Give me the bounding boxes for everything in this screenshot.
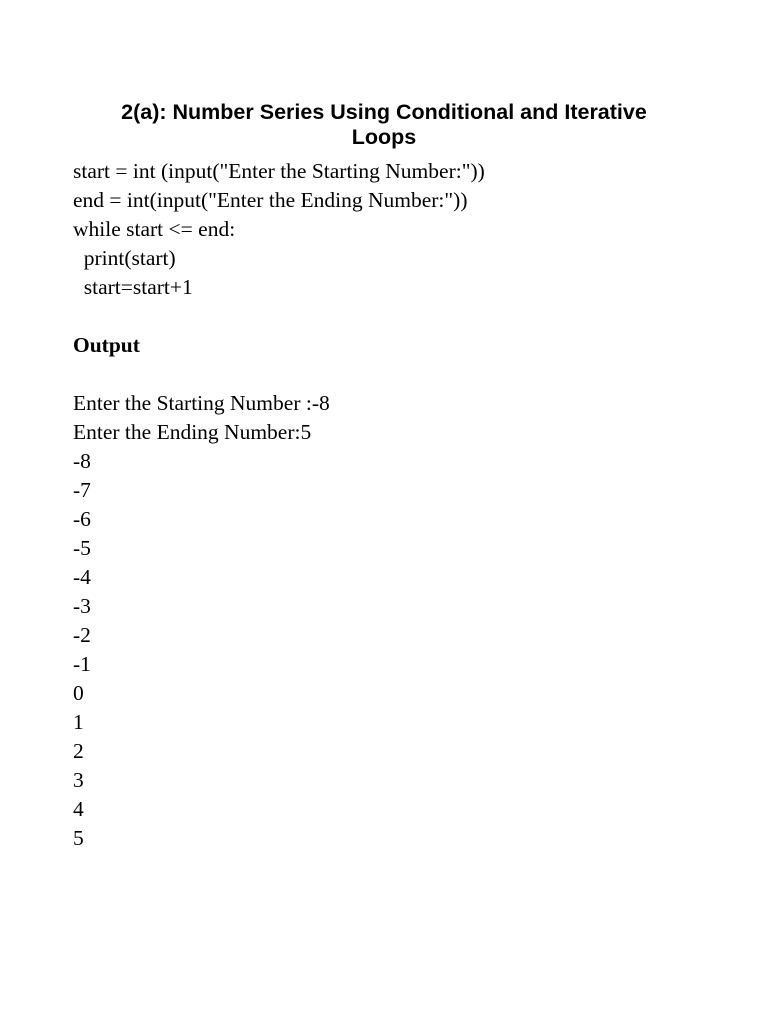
code-line: while start <= end:: [73, 217, 236, 241]
output-line: 4: [73, 797, 84, 821]
output-line: 3: [73, 768, 84, 792]
output-line: -2: [73, 623, 91, 647]
spacer: [73, 302, 713, 331]
code-line: start=start+1: [73, 275, 193, 299]
output-listing: [73, 389, 713, 853]
document-body: [73, 157, 713, 853]
code-line: start = int (input("Enter the Starting Number:")): [73, 159, 485, 183]
output-line: -3: [73, 594, 91, 618]
output-line: -5: [73, 536, 91, 560]
output-line: 0: [73, 681, 84, 705]
spacer: [73, 360, 713, 389]
output-line: Enter the Ending Number:5: [73, 420, 312, 444]
output-line: 1: [73, 710, 84, 734]
output-line: -1: [73, 652, 91, 676]
output-line: 5: [73, 826, 84, 850]
output-line: -8: [73, 449, 91, 473]
code-line: end = int(input("Enter the Ending Number:")): [73, 188, 468, 212]
output-line: -6: [73, 507, 91, 531]
output-line: 2: [73, 739, 84, 763]
output-line: -7: [73, 478, 91, 502]
page-title: 2(a): Number Series Using Conditional and Iterative Loops: [121, 100, 647, 149]
output-line: Enter the Starting Number :-8: [73, 391, 330, 415]
output-line: -4: [73, 565, 91, 589]
code-listing: [73, 157, 713, 302]
output-heading: Output: [73, 333, 140, 357]
code-line: print(start): [73, 246, 176, 270]
